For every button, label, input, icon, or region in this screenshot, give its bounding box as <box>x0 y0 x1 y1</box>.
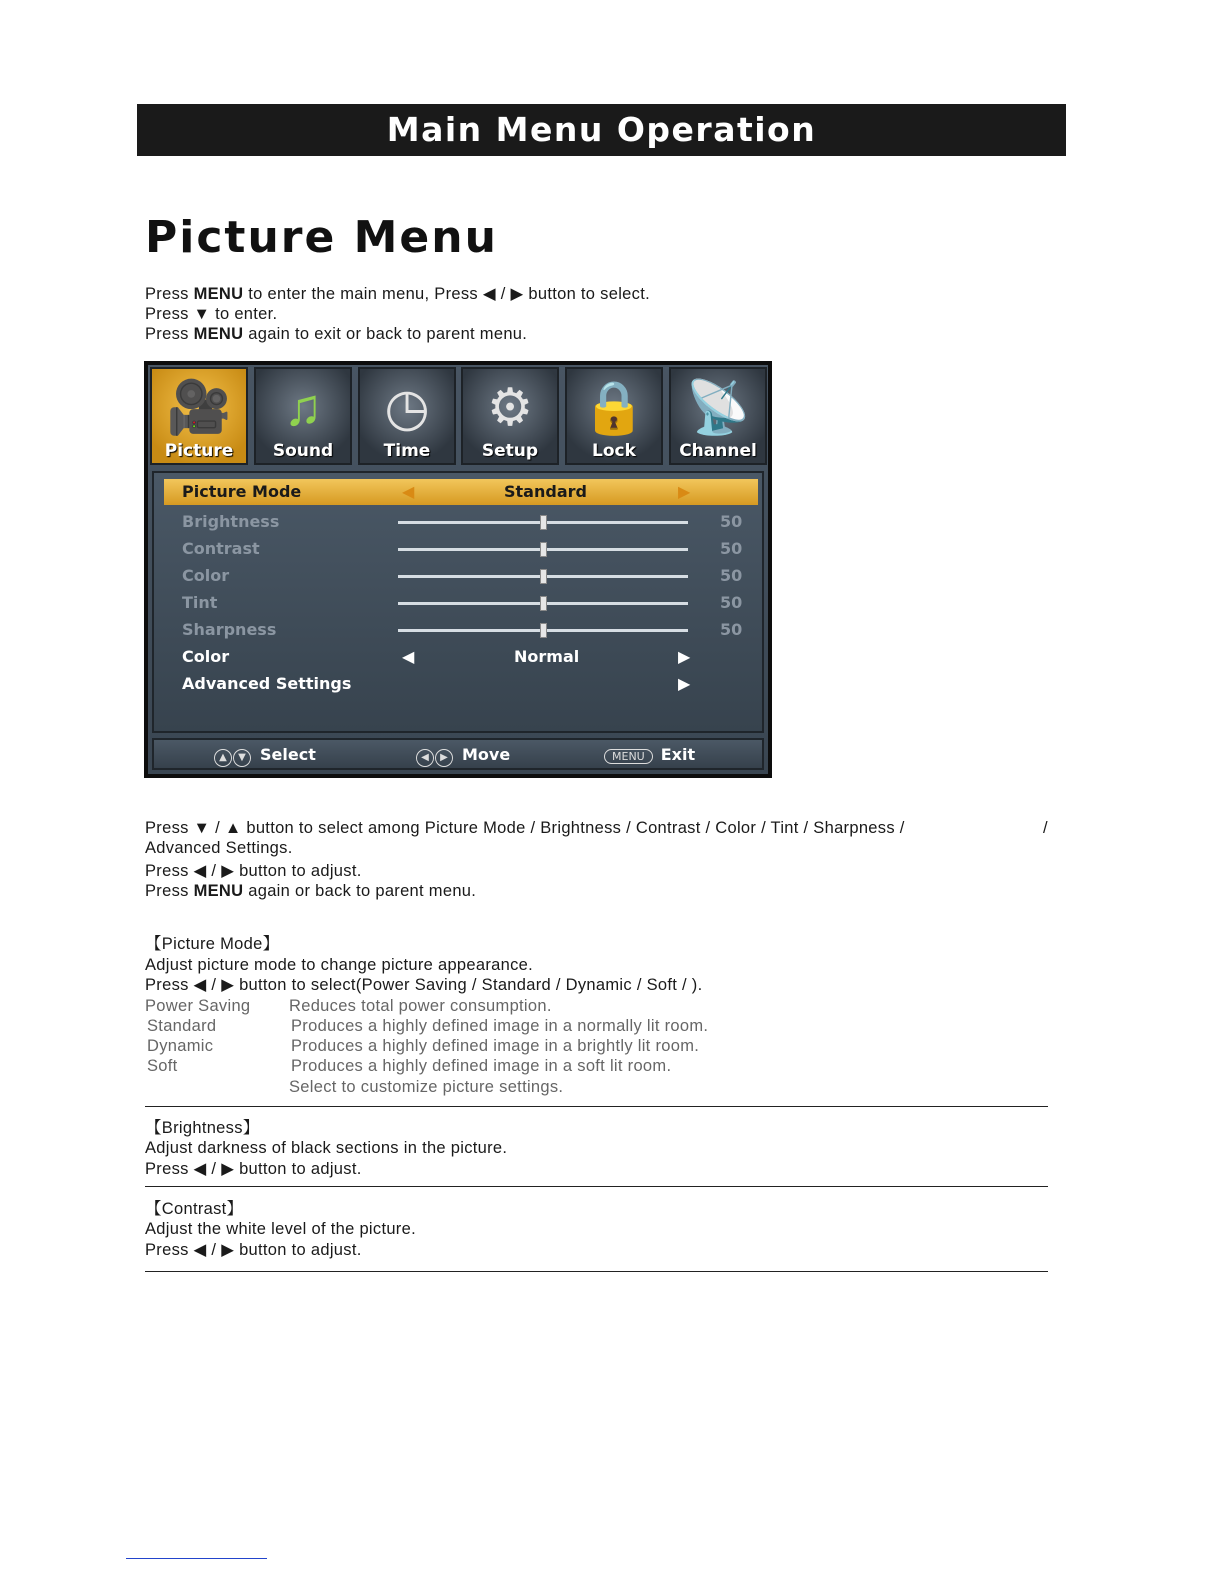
slider-knob[interactable] <box>540 515 547 530</box>
mode-desc: Reduces total power consumption. <box>289 997 552 1015</box>
menu-row-label: Contrast <box>182 539 260 558</box>
footer-rule <box>126 1558 267 1559</box>
chevron-left-icon[interactable]: ◀ <box>402 647 415 666</box>
contrast-desc: Adjust the white level of the picture. <box>145 1220 416 1238</box>
chevron-right-icon[interactable]: ▶ <box>678 647 691 666</box>
section-header: Main Menu Operation <box>137 104 1066 156</box>
instructions-line-2: Advanced Settings. <box>145 839 293 857</box>
intro-line-3 <box>145 324 527 344</box>
slider-knob[interactable] <box>540 596 547 611</box>
speaker-icon: ♫ <box>283 379 323 437</box>
left-right-keys-icon: ◀ ▶ <box>416 749 454 767</box>
menu-row-tint[interactable] <box>164 590 758 616</box>
tab-label: Lock <box>592 441 636 461</box>
brightness-press: Press ◀ / ▶ button to adjust. <box>145 1160 362 1178</box>
brightness-desc: Adjust darkness of black sections in the picture. <box>145 1139 508 1157</box>
mode-name: Power Saving <box>145 997 251 1015</box>
page-title: Picture Menu <box>145 212 498 263</box>
color-slider[interactable] <box>398 575 688 578</box>
up-down-keys-icon: ▲ ▼ <box>214 749 252 767</box>
tv-screen <box>148 365 768 774</box>
tab-setup[interactable] <box>461 367 559 465</box>
menu-row-label: Color <box>182 566 230 585</box>
picture-mode-heading: 【Picture Mode】 <box>145 935 280 953</box>
gear-icon: ⚙ <box>486 379 534 437</box>
menu-row-brightness[interactable] <box>164 509 758 535</box>
slider-knob[interactable] <box>540 569 547 584</box>
tab-label: Sound <box>272 441 334 461</box>
mode-desc: Produces a highly defined image in a brightly lit room. <box>291 1037 700 1055</box>
slider-value: 50 <box>720 539 743 558</box>
clock-icon: ◷ <box>384 379 430 437</box>
tab-label: Setup <box>481 441 539 461</box>
slider-value: 50 <box>720 512 743 531</box>
hint-label: Select <box>260 745 316 764</box>
tab-sound[interactable] <box>254 367 352 465</box>
tv-menu-screenshot <box>144 361 772 778</box>
menu-key-label: MENU <box>193 325 244 343</box>
divider <box>145 1271 1048 1272</box>
hint-label: Move <box>462 745 511 764</box>
mode-desc: Produces a highly defined image in a soft lit room. <box>291 1057 672 1075</box>
hint-select <box>214 745 316 767</box>
hint-label: Exit <box>660 745 696 764</box>
instructions-line-4 <box>145 881 476 901</box>
menu-row-label: Brightness <box>182 512 280 531</box>
instructions-line-3: Press ◀ / ▶ button to adjust. <box>145 862 362 880</box>
tab-label: Channel <box>679 441 757 461</box>
intro-line-1 <box>145 284 650 304</box>
instructions-line-1: Press ▼ / ▲ button to select among Picture Mode / Brightness / Contrast / Color / Tint / Sharpness / <box>145 819 905 837</box>
satellite-icon: 📡 <box>685 379 751 437</box>
hint-exit <box>604 745 695 764</box>
intro-text: Press <box>145 325 194 343</box>
menu-row-advanced-settings[interactable] <box>164 671 758 697</box>
chevron-left-icon[interactable]: ◀ <box>402 482 415 501</box>
slider-value: 50 <box>720 620 743 639</box>
menu-row-label: Sharpness <box>182 620 277 639</box>
instr-text: again or back to parent menu. <box>243 882 477 900</box>
chevron-right-icon[interactable]: ▶ <box>678 674 691 693</box>
intro-line-2: Press ▼ to enter. <box>145 305 278 323</box>
picture-mode-value: Standard <box>504 482 587 501</box>
slider-knob[interactable] <box>540 542 547 557</box>
menu-key-icon: MENU <box>604 749 653 764</box>
menu-row-color-temp[interactable] <box>164 644 758 670</box>
chevron-right-icon[interactable]: ▶ <box>678 482 691 501</box>
picture-mode-press: Press ◀ / ▶ button to select(Power Saving / Standard / Dynamic / Soft / ). <box>145 976 703 994</box>
mode-name: Dynamic <box>147 1037 214 1055</box>
slider-value: 50 <box>720 566 743 585</box>
brightness-slider[interactable] <box>398 521 688 524</box>
menu-row-label: Color <box>182 647 230 666</box>
tab-label: Time <box>383 441 431 461</box>
mode-name: Soft <box>147 1057 178 1075</box>
menu-row-color[interactable] <box>164 563 758 589</box>
menu-row-sharpness[interactable] <box>164 617 758 643</box>
contrast-heading: 【Contrast】 <box>145 1200 244 1218</box>
instructions-slash: / <box>1043 819 1048 837</box>
sharpness-slider[interactable] <box>398 629 688 632</box>
menu-row-label: Advanced Settings <box>182 674 352 693</box>
mode-desc: Select to customize picture settings. <box>289 1078 564 1096</box>
intro-text: again to exit or back to parent menu. <box>243 325 528 343</box>
brightness-heading: 【Brightness】 <box>145 1119 260 1137</box>
menu-key-label: MENU <box>193 285 244 303</box>
tv-hint-bar <box>152 738 764 770</box>
color-temp-value: Normal <box>514 647 580 666</box>
lock-icon: 🔒 <box>581 379 647 437</box>
divider <box>145 1186 1048 1187</box>
picture-mode-desc: Adjust picture mode to change picture appearance. <box>145 956 534 974</box>
slider-value: 50 <box>720 593 743 612</box>
tab-lock[interactable] <box>565 367 663 465</box>
hint-move <box>416 745 510 767</box>
tab-time[interactable] <box>358 367 456 465</box>
mode-desc: Produces a highly defined image in a normally lit room. <box>291 1017 709 1035</box>
menu-row-picture-mode[interactable] <box>164 479 758 505</box>
slider-knob[interactable] <box>540 623 547 638</box>
picture-menu-list <box>152 471 764 733</box>
contrast-slider[interactable] <box>398 548 688 551</box>
menu-row-contrast[interactable] <box>164 536 758 562</box>
menu-key-label: MENU <box>193 882 244 900</box>
contrast-press: Press ◀ / ▶ button to adjust. <box>145 1241 362 1259</box>
instr-text: Press <box>145 882 194 900</box>
tab-label: Picture <box>164 441 234 461</box>
divider <box>145 1106 1048 1107</box>
tab-picture[interactable] <box>150 367 248 465</box>
menu-row-label: Picture Mode <box>182 482 302 501</box>
intro-text: to enter the main menu, Press ◀ / ▶ button to select. <box>243 285 650 303</box>
tint-slider[interactable] <box>398 602 688 605</box>
camcorder-icon: 🎥 <box>166 379 232 437</box>
intro-text: Press <box>145 285 194 303</box>
mode-name: Standard <box>147 1017 217 1035</box>
tab-channel[interactable] <box>669 367 767 465</box>
menu-row-label: Tint <box>182 593 218 612</box>
